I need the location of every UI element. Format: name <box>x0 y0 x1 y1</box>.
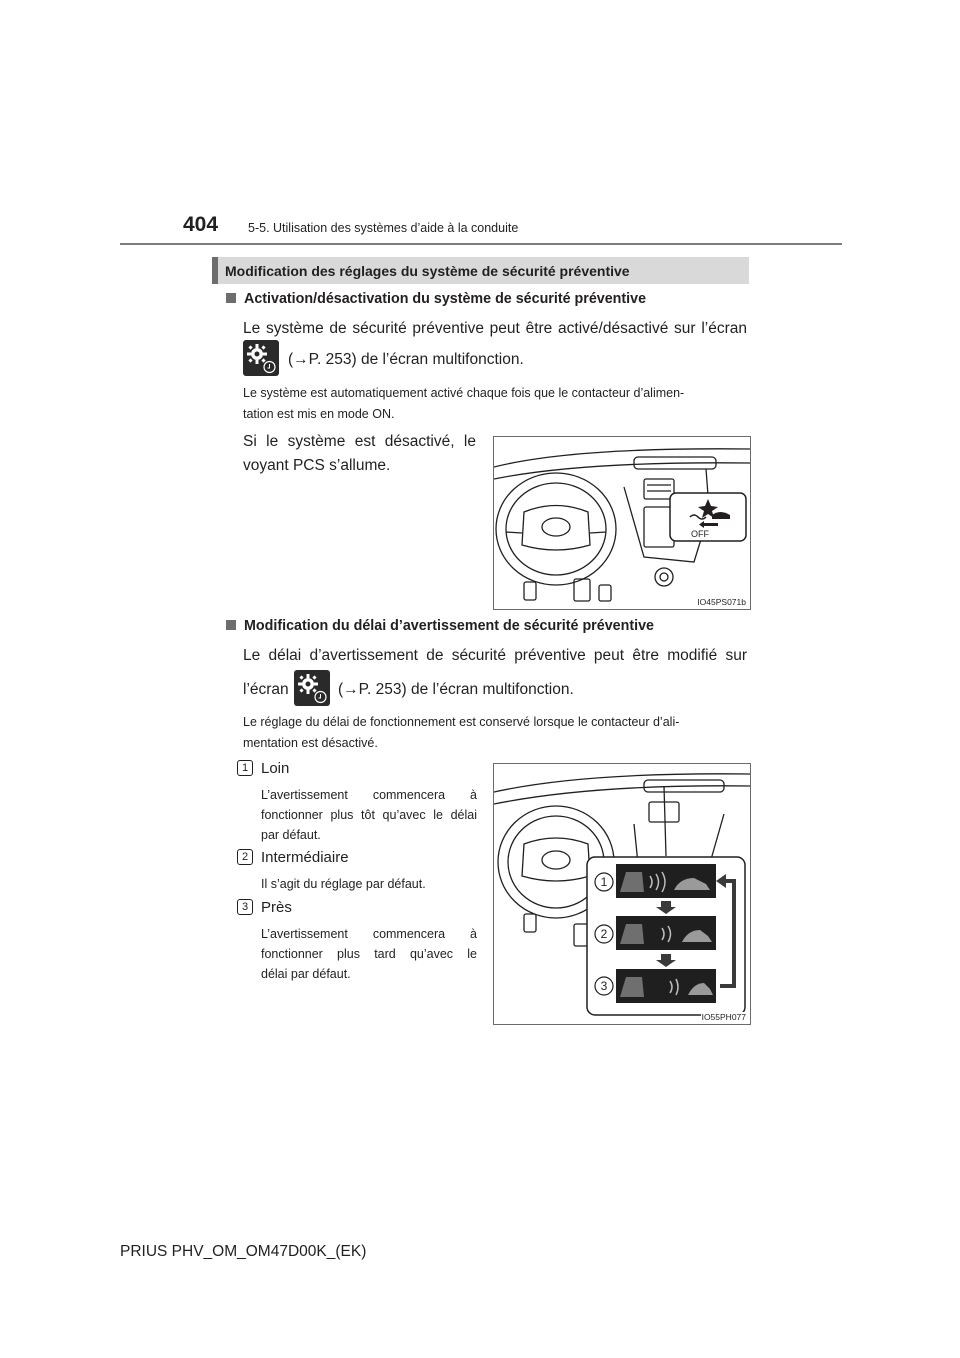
option-desc-near-line3: délai par défaut. <box>261 967 351 981</box>
option-number: 1 <box>237 760 253 776</box>
figure-code: IO55PH077 <box>701 1012 746 1022</box>
section-title: Modification des réglages du système de sécurité préventive <box>225 263 630 279</box>
square-bullet-icon <box>226 293 236 303</box>
option-label-near: Près <box>261 899 292 916</box>
option-desc-near-line2: fonctionner plus tard qu’avec le <box>261 947 477 961</box>
section-accent <box>212 257 218 284</box>
timing-note-line2: mentation est désactivé. <box>243 736 378 750</box>
activation-heading-text: Activation/désactivation du système de sécurité préventive <box>244 291 647 307</box>
dashboard-illustration <box>494 437 750 609</box>
indicator-text-line1: Si le système est désactivé, le <box>243 433 476 450</box>
option-label-far: Loin <box>261 760 290 777</box>
option-desc-medium-line1: Il s’agit du réglage par défaut. <box>261 877 426 891</box>
document-code: PRIUS PHV_OM_OM47D00K_(EK) <box>120 1243 367 1260</box>
indicator-text-line2: voyant PCS s’allume. <box>243 457 391 474</box>
warning-timing-figure <box>493 763 751 1025</box>
activation-note-line1: Le système est automatiquement activé chaque fois que le contacteur d’alimen- <box>243 386 685 400</box>
timing-note-line1: Le réglage du délai de fonctionnement est conservé lorsque le contacteur d’ali- <box>243 715 680 729</box>
activation-note-line2: tation est mis en mode ON. <box>243 407 395 421</box>
settings-gear-icon[interactable] <box>294 670 330 706</box>
square-bullet-icon <box>226 620 236 630</box>
dashboard-pcs-figure <box>493 436 751 610</box>
option-desc-far-line1: L’avertissement commencera à <box>261 788 477 802</box>
figure-number-1: 1 <box>600 875 608 889</box>
header-divider <box>120 243 842 245</box>
timing-paragraph-line1: Le délai d’avertissement de sécurité préventive peut être modifié sur <box>243 647 747 664</box>
pcs-off-label: OFF <box>691 529 709 539</box>
activation-paragraph-line1: Le système de sécurité préventive peut être activé/désactivé sur l’écran <box>243 320 747 337</box>
timing-heading-text: Modification du délai d’avertissement de sécurité préventive <box>244 618 654 634</box>
option-desc-far-line3: par défaut. <box>261 828 321 842</box>
page-number: 404 <box>183 213 219 236</box>
activation-paragraph-line2: (→P. 253) de l’écran multifonction. <box>288 351 524 368</box>
chapter-title: 5-5. Utilisation des systèmes d’aide à la conduite <box>248 221 519 235</box>
timing-paragraph-line2-suffix: (→P. 253) de l’écran multifonction. <box>338 681 574 698</box>
figure-code: IO45PS071b <box>697 597 746 607</box>
figure-number-2: 2 <box>600 927 608 941</box>
option-number: 3 <box>237 899 253 915</box>
activation-heading <box>226 291 646 307</box>
option-number: 2 <box>237 849 253 865</box>
timing-heading <box>226 618 654 634</box>
section-title-bar <box>212 257 749 284</box>
settings-gear-icon[interactable] <box>243 340 279 376</box>
warning-timing-illustration <box>494 764 750 1024</box>
option-desc-near-line1: L’avertissement commencera à <box>261 927 477 941</box>
timing-paragraph-line2-prefix: l’écran <box>243 681 289 698</box>
option-label-medium: Intermédiaire <box>261 849 349 866</box>
figure-number-3: 3 <box>600 979 608 993</box>
option-desc-far-line2: fonctionner plus tôt qu’avec le délai <box>261 808 477 822</box>
